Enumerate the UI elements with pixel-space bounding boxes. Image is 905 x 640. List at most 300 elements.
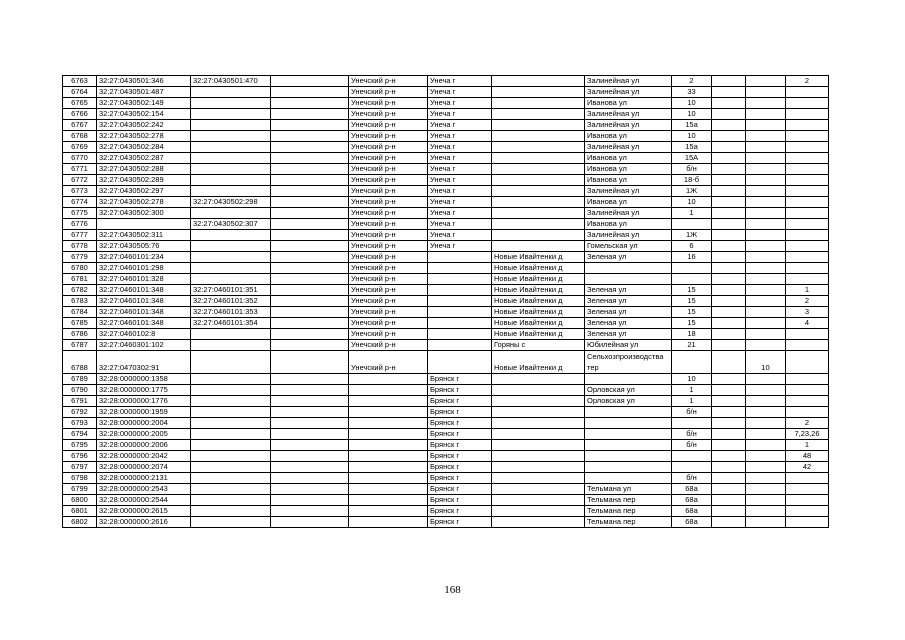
cell-cadastral-number: 32:27:0430502:311 [97,230,191,241]
cell-row-index: 6771 [63,164,97,175]
cell-locality: Новые Ивайтенки д [492,285,585,296]
cell-city: Брянск г [428,407,492,418]
cell-row-index: 6794 [63,429,97,440]
cell-locality [492,495,585,506]
cell-cadastral-number: 32:27:0430502:288 [97,164,191,175]
table-row [63,307,829,318]
cell-apartment [786,484,829,495]
cell-locality [492,473,585,484]
cell-structure [746,340,786,351]
cell-city: Брянск г [428,396,492,407]
cell-row-index: 6793 [63,418,97,429]
cell-row-index: 6796 [63,451,97,462]
cell-linked-cadastral-number [191,385,271,396]
cell-cadastral-number: 32:27:0460301:102 [97,340,191,351]
cell-house-number: 1 [672,385,712,396]
cell-linked-cadastral-number [191,506,271,517]
cell-apartment [786,396,829,407]
cell-reserved-column [271,407,349,418]
cell-locality: Горяны с [492,340,585,351]
cell-structure [746,296,786,307]
table-row [63,517,829,528]
cell-linked-cadastral-number [191,329,271,340]
table-row [63,473,829,484]
cell-building [712,109,746,120]
cell-linked-cadastral-number [191,484,271,495]
cell-structure [746,429,786,440]
cell-street: Залинейная ул [585,87,672,98]
cell-row-index: 6798 [63,473,97,484]
cell-linked-cadastral-number [191,109,271,120]
cell-row-index: 6767 [63,120,97,131]
table-row [63,396,829,407]
cell-linked-cadastral-number [191,407,271,418]
cell-row-index: 6789 [63,374,97,385]
cell-city: Унеча г [428,208,492,219]
cell-street [585,374,672,385]
cell-reserved-column [271,495,349,506]
cell-row-index: 6785 [63,318,97,329]
cell-house-number [672,219,712,230]
cell-street: Тельмана пер [585,495,672,506]
cell-linked-cadastral-number: 32:27:0460101:353 [191,307,271,318]
cell-apartment [786,197,829,208]
cell-building [712,186,746,197]
cell-city: Унеча г [428,76,492,87]
cell-street: Тельмана пер [585,517,672,528]
cell-row-index: 6769 [63,142,97,153]
cell-district: Унечский р-н [349,307,428,318]
cell-locality [492,506,585,517]
cell-locality [492,76,585,87]
cell-apartment [786,208,829,219]
cell-locality: Новые Ивайтенки д [492,351,585,374]
cell-linked-cadastral-number: 32:27:0430501:470 [191,76,271,87]
cell-linked-cadastral-number: 32:27:0460101:351 [191,285,271,296]
cell-reserved-column [271,329,349,340]
cell-city: Унеча г [428,131,492,142]
cell-district [349,506,428,517]
cell-linked-cadastral-number [191,241,271,252]
cell-structure [746,451,786,462]
cell-structure [746,329,786,340]
cell-row-index: 6791 [63,396,97,407]
cell-apartment [786,263,829,274]
cell-reserved-column [271,385,349,396]
cell-building [712,307,746,318]
table-row [63,98,829,109]
cell-city: Брянск г [428,385,492,396]
cell-house-number: б/н [672,164,712,175]
cell-apartment [786,131,829,142]
cell-street [585,440,672,451]
cell-locality [492,440,585,451]
cell-city: Унеча г [428,87,492,98]
cell-locality: Новые Ивайтенки д [492,252,585,263]
cell-building [712,517,746,528]
cell-district: Унечский р-н [349,219,428,230]
cell-cadastral-number: 32:27:0430502:154 [97,109,191,120]
cell-city: Унеча г [428,164,492,175]
cell-row-index: 6788 [63,351,97,374]
table-row [63,451,829,462]
cell-house-number: б/н [672,407,712,418]
cell-reserved-column [271,263,349,274]
cell-structure [746,186,786,197]
cell-reserved-column [271,374,349,385]
cell-apartment: 7,23,26 [786,429,829,440]
cell-street [585,263,672,274]
cell-locality [492,98,585,109]
cell-street: Иванова ул [585,197,672,208]
cell-street: Гомельская ул [585,241,672,252]
cell-locality [492,418,585,429]
cell-structure [746,208,786,219]
table-row [63,175,829,186]
cell-house-number [672,263,712,274]
cell-cadastral-number: 32:28:0000000:2005 [97,429,191,440]
cell-city [428,263,492,274]
cell-city: Брянск г [428,517,492,528]
cell-street: Залинейная ул [585,208,672,219]
cell-row-index: 6776 [63,219,97,230]
cell-row-index: 6778 [63,241,97,252]
cell-reserved-column [271,296,349,307]
cell-structure [746,318,786,329]
table-row [63,506,829,517]
cell-cadastral-number: 32:27:0460101:328 [97,274,191,285]
cell-city: Унеча г [428,153,492,164]
cell-street [585,462,672,473]
cell-row-index: 6772 [63,175,97,186]
cell-building [712,495,746,506]
cell-street [585,418,672,429]
cell-district: Унечский р-н [349,241,428,252]
cell-apartment [786,219,829,230]
cell-linked-cadastral-number [191,418,271,429]
cell-city: Брянск г [428,484,492,495]
cell-structure: 10 [746,351,786,374]
cell-building [712,98,746,109]
cell-district: Унечский р-н [349,76,428,87]
cell-locality [492,109,585,120]
table-row [63,340,829,351]
cell-city: Брянск г [428,506,492,517]
cell-apartment: 42 [786,462,829,473]
cell-district: Унечский р-н [349,296,428,307]
cell-locality [492,131,585,142]
cell-reserved-column [271,506,349,517]
cell-reserved-column [271,164,349,175]
cell-linked-cadastral-number [191,87,271,98]
cell-reserved-column [271,241,349,252]
cell-structure [746,396,786,407]
cell-reserved-column [271,517,349,528]
cell-cadastral-number: 32:27:0430501:346 [97,76,191,87]
table-row [63,252,829,263]
cell-locality [492,462,585,473]
cell-row-index: 6790 [63,385,97,396]
table-row [63,351,829,374]
cell-cadastral-number: 32:27:0430501:487 [97,87,191,98]
cell-locality [492,407,585,418]
cell-linked-cadastral-number [191,351,271,374]
cell-apartment: 3 [786,307,829,318]
cell-linked-cadastral-number [191,263,271,274]
cell-district [349,451,428,462]
cell-city: Унеча г [428,241,492,252]
table-row [63,418,829,429]
cell-street: Иванова ул [585,164,672,175]
cell-building [712,374,746,385]
cell-linked-cadastral-number [191,131,271,142]
cell-row-index: 6775 [63,208,97,219]
cell-reserved-column [271,462,349,473]
cell-structure [746,440,786,451]
cell-cadastral-number: 32:27:0460102:8 [97,329,191,340]
cell-street: Тельмана ул [585,484,672,495]
cell-row-index: 6764 [63,87,97,98]
cell-building [712,120,746,131]
cell-district [349,407,428,418]
cell-city: Брянск г [428,495,492,506]
cell-district [349,418,428,429]
cell-district: Унечский р-н [349,109,428,120]
cell-linked-cadastral-number [191,230,271,241]
cell-reserved-column [271,98,349,109]
cell-building [712,329,746,340]
table-row [63,219,829,230]
cell-locality [492,451,585,462]
cell-linked-cadastral-number [191,120,271,131]
table-row [63,495,829,506]
cell-linked-cadastral-number [191,517,271,528]
cell-locality [492,208,585,219]
cell-row-index: 6800 [63,495,97,506]
cell-reserved-column [271,440,349,451]
cell-locality [492,241,585,252]
cell-city: Унеча г [428,120,492,131]
cell-apartment [786,164,829,175]
cell-locality [492,484,585,495]
cell-district: Унечский р-н [349,98,428,109]
cell-row-index: 6801 [63,506,97,517]
cell-cadastral-number [97,219,191,230]
cell-locality [492,385,585,396]
table-row [63,120,829,131]
cell-reserved-column [271,142,349,153]
cell-locality: Новые Ивайтенки д [492,318,585,329]
cell-row-index: 6784 [63,307,97,318]
table-row [63,131,829,142]
cell-reserved-column [271,418,349,429]
cell-building [712,230,746,241]
cell-structure [746,274,786,285]
cell-district: Унечский р-н [349,318,428,329]
cell-district [349,473,428,484]
cell-locality [492,186,585,197]
cell-row-index: 6770 [63,153,97,164]
cell-locality [492,429,585,440]
cell-house-number: 15А [672,153,712,164]
cell-building [712,131,746,142]
cell-district [349,495,428,506]
cell-street: Зеленая ул [585,307,672,318]
cell-cadastral-number: 32:28:0000000:2042 [97,451,191,462]
cell-reserved-column [271,197,349,208]
cell-house-number: б/н [672,440,712,451]
cell-house-number: 10 [672,374,712,385]
cell-cadastral-number: 32:27:0430502:242 [97,120,191,131]
cell-district: Унечский р-н [349,208,428,219]
cell-street: Залинейная ул [585,76,672,87]
cell-building [712,76,746,87]
cell-city: Унеча г [428,98,492,109]
cell-street: Юбилейная ул [585,340,672,351]
cell-row-index: 6779 [63,252,97,263]
cell-row-index: 6765 [63,98,97,109]
cell-house-number: 10 [672,98,712,109]
page-number: 168 [444,584,461,596]
cell-locality [492,164,585,175]
cell-reserved-column [271,318,349,329]
cell-cadastral-number: 32:27:0460101:348 [97,307,191,318]
cell-apartment [786,385,829,396]
cell-cadastral-number: 32:28:0000000:2544 [97,495,191,506]
cell-house-number: 10 [672,197,712,208]
cell-city: Унеча г [428,175,492,186]
cell-building [712,473,746,484]
cell-apartment [786,374,829,385]
table-row [63,462,829,473]
cell-apartment [786,109,829,120]
cell-street: Орловская ул [585,385,672,396]
cell-city: Брянск г [428,451,492,462]
cell-district [349,385,428,396]
cell-locality [492,219,585,230]
cell-building [712,440,746,451]
cell-cadastral-number: 32:27:0430502:278 [97,131,191,142]
cell-reserved-column [271,429,349,440]
cell-cadastral-number: 32:27:0430502:278 [97,197,191,208]
cell-apartment [786,120,829,131]
cell-apartment [786,329,829,340]
cell-locality [492,396,585,407]
cell-linked-cadastral-number: 32:27:0460101:354 [191,318,271,329]
cell-row-index: 6768 [63,131,97,142]
cell-cadastral-number: 32:28:0000000:2006 [97,440,191,451]
cell-apartment: 2 [786,76,829,87]
cell-apartment [786,87,829,98]
cell-cadastral-number: 32:27:0430502:287 [97,153,191,164]
cell-building [712,219,746,230]
cell-building [712,407,746,418]
cell-structure [746,495,786,506]
cell-locality [492,374,585,385]
cell-structure [746,307,786,318]
cell-street: Иванова ул [585,153,672,164]
cell-city: Брянск г [428,462,492,473]
cell-structure [746,76,786,87]
cell-structure [746,517,786,528]
cell-structure [746,230,786,241]
cell-city: Брянск г [428,429,492,440]
cell-house-number: 18-б [672,175,712,186]
cell-locality: Новые Ивайтенки д [492,296,585,307]
cell-city [428,274,492,285]
cell-reserved-column [271,451,349,462]
cell-row-index: 6780 [63,263,97,274]
cell-district: Унечский р-н [349,120,428,131]
cell-linked-cadastral-number [191,208,271,219]
cell-street: Зеленая ул [585,252,672,263]
cell-row-index: 6777 [63,230,97,241]
cell-linked-cadastral-number [191,374,271,385]
cell-district [349,517,428,528]
cell-locality [492,230,585,241]
cell-city: Брянск г [428,473,492,484]
cell-city [428,296,492,307]
table-row [63,164,829,175]
cell-linked-cadastral-number [191,495,271,506]
cell-apartment: 1 [786,440,829,451]
cell-district: Унечский р-н [349,142,428,153]
cell-house-number: 2 [672,76,712,87]
cell-linked-cadastral-number [191,462,271,473]
cell-street: Иванова ул [585,131,672,142]
cell-structure [746,385,786,396]
cell-reserved-column [271,484,349,495]
cell-linked-cadastral-number [191,451,271,462]
cell-city: Унеча г [428,197,492,208]
cell-apartment [786,142,829,153]
cell-building [712,263,746,274]
cell-apartment [786,252,829,263]
table-row [63,76,829,87]
cell-structure [746,241,786,252]
cell-cadastral-number: 32:28:0000000:1959 [97,407,191,418]
cell-locality [492,175,585,186]
cell-district: Унечский р-н [349,285,428,296]
cell-building [712,506,746,517]
cell-cadastral-number: 32:27:0430502:284 [97,142,191,153]
cell-row-index: 6766 [63,109,97,120]
cell-street: Залинейная ул [585,142,672,153]
cell-row-index: 6781 [63,274,97,285]
cell-row-index: 6799 [63,484,97,495]
table-row [63,142,829,153]
cell-row-index: 6797 [63,462,97,473]
cell-linked-cadastral-number [191,142,271,153]
cell-apartment [786,340,829,351]
cell-structure [746,418,786,429]
cell-reserved-column [271,186,349,197]
table-row [63,296,829,307]
cell-house-number: 15 [672,285,712,296]
cell-linked-cadastral-number [191,175,271,186]
cell-structure [746,142,786,153]
cell-locality: Новые Ивайтенки д [492,263,585,274]
cell-structure [746,164,786,175]
table-row [63,208,829,219]
cell-building [712,197,746,208]
cell-building [712,208,746,219]
cell-structure [746,252,786,263]
table-row [63,484,829,495]
cell-house-number: 16 [672,252,712,263]
cell-apartment [786,495,829,506]
cell-locality [492,142,585,153]
